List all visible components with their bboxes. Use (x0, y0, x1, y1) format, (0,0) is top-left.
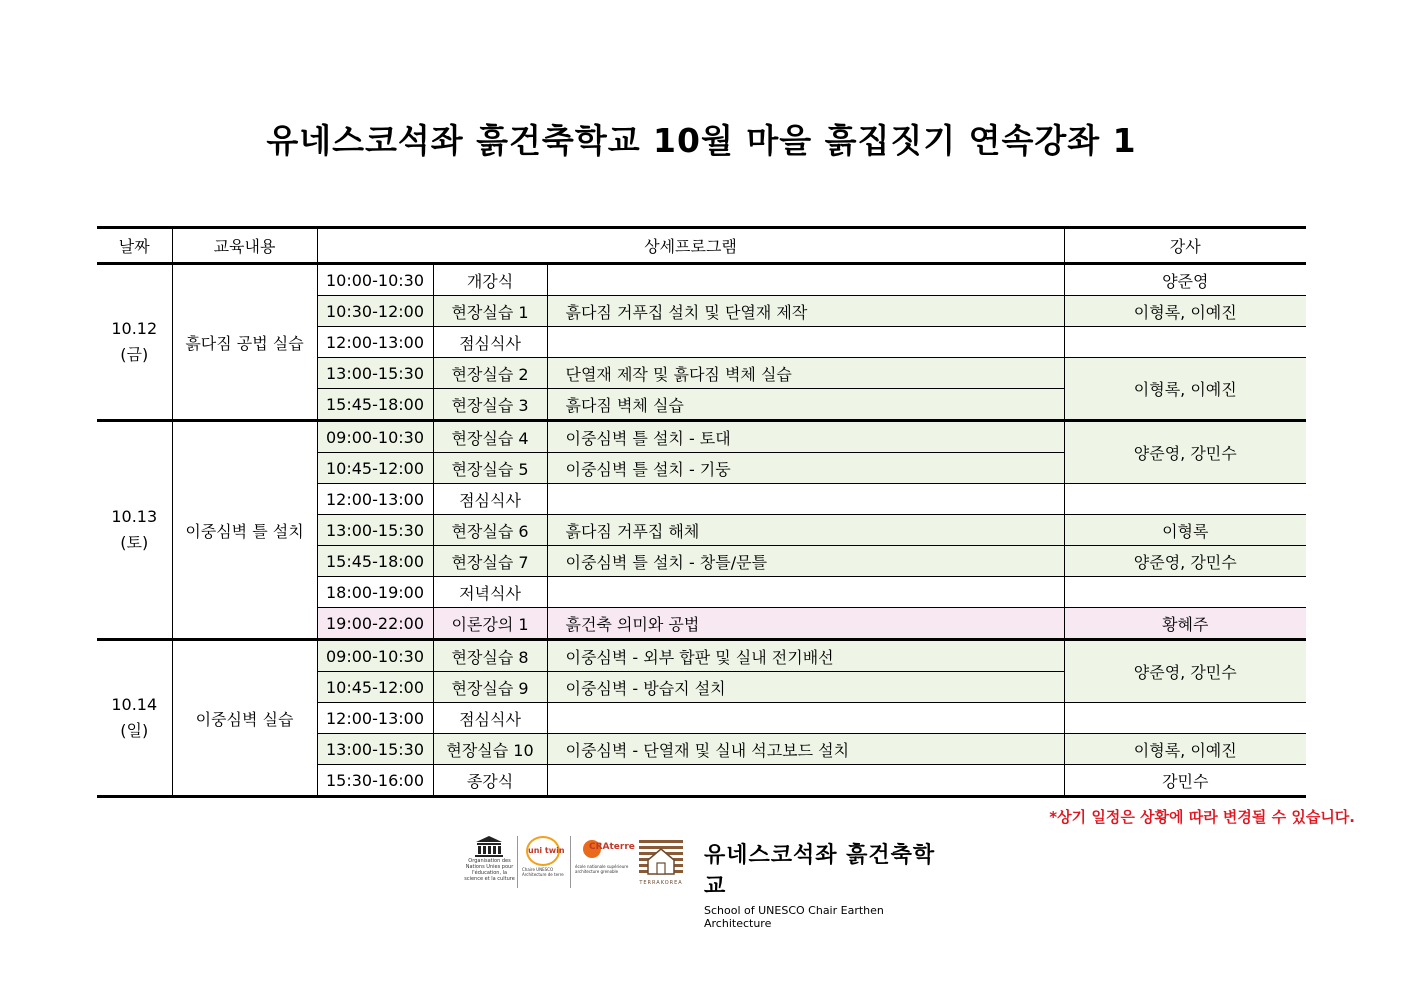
craterre-wordmark: CRAterre (589, 842, 635, 852)
time-cell: 09:00-10:30 (317, 421, 433, 453)
time-cell: 12:00-13:00 (317, 703, 433, 734)
time-cell: 19:00-22:00 (317, 608, 433, 640)
instructor-cell: 양준영, 강민수 (1064, 546, 1306, 577)
day-content: 흙다짐 공법 실습 (172, 264, 317, 421)
detail-cell: 단열재 제작 및 흙다짐 벽체 실습 (547, 358, 1064, 389)
header-date: 날짜 (97, 228, 172, 264)
session-cell: 현장실습 2 (433, 358, 547, 389)
instructor-cell: 이형록, 이예진 (1064, 734, 1306, 765)
instructor-cell: 양준영, 강민수 (1064, 640, 1306, 703)
table-row (97, 264, 1306, 296)
time-cell: 15:30-16:00 (317, 765, 433, 797)
detail-cell: 흙다짐 벽체 실습 (547, 389, 1064, 421)
session-cell: 현장실습 3 (433, 389, 547, 421)
instructor-cell (1064, 703, 1306, 734)
day-weekday: (금) (120, 345, 149, 364)
time-cell: 18:00-19:00 (317, 577, 433, 608)
detail-cell: 흙건축 의미와 공법 (547, 608, 1064, 640)
instructor-cell (1064, 327, 1306, 358)
school-name-english: School of UNESCO Chair Earthen Architecture (704, 904, 884, 930)
time-cell: 15:45-18:00 (317, 546, 433, 577)
unitwin-wordmark: uni twin (528, 846, 565, 855)
header-row (97, 228, 1306, 264)
detail-cell (547, 703, 1064, 734)
instructor-cell (1064, 484, 1306, 515)
session-cell: 이론강의 1 (433, 608, 547, 640)
terrakorea-logo (637, 838, 685, 888)
time-cell: 10:30-12:00 (317, 296, 433, 327)
schedule-table (97, 226, 1306, 798)
day-date-cell (97, 640, 172, 797)
session-cell: 점심식사 (433, 484, 547, 515)
craterre-caption: école nationale supérieure architecture grenoble (575, 864, 629, 874)
instructor-cell: 이형록 (1064, 515, 1306, 546)
time-cell: 12:00-13:00 (317, 484, 433, 515)
instructor-cell (1064, 577, 1306, 608)
schedule-change-note: *상기 일정은 상황에 따라 변경될 수 있습니다. (1049, 808, 1355, 826)
session-cell: 현장실습 6 (433, 515, 547, 546)
session-cell: 현장실습 1 (433, 296, 547, 327)
day-weekday: (일) (120, 721, 149, 740)
detail-cell (547, 765, 1064, 797)
session-cell: 현장실습 5 (433, 453, 547, 484)
detail-cell: 이중심벽 - 방습지 설치 (547, 672, 1064, 703)
terrakorea-house-icon (637, 838, 685, 878)
session-cell: 현장실습 8 (433, 640, 547, 672)
detail-cell (547, 264, 1064, 296)
detail-cell (547, 484, 1064, 515)
detail-cell: 이중심벽 - 외부 합판 및 실내 전기배선 (547, 640, 1064, 672)
session-cell: 저녁식사 (433, 577, 547, 608)
logo-strip (462, 834, 942, 930)
detail-cell: 흙다짐 거푸집 설치 및 단열재 제작 (547, 296, 1064, 327)
unitwin-logo (517, 836, 568, 888)
instructor-cell: 황혜주 (1064, 608, 1306, 640)
unitwin-caption: Chaire UNESCO Architecture de terre (522, 867, 564, 877)
detail-cell (547, 577, 1064, 608)
instructor-cell: 양준영 (1064, 264, 1306, 296)
session-cell: 현장실습 4 (433, 421, 547, 453)
time-cell: 13:00-15:30 (317, 358, 433, 389)
craterre-logo (570, 836, 635, 888)
session-cell: 종강식 (433, 765, 547, 797)
time-cell: 13:00-15:30 (317, 734, 433, 765)
instructor-cell: 이형록, 이예진 (1064, 358, 1306, 421)
session-cell: 개강식 (433, 264, 547, 296)
session-cell: 현장실습 10 (433, 734, 547, 765)
day-date: 10.14 (111, 695, 158, 714)
time-cell: 09:00-10:30 (317, 640, 433, 672)
detail-cell: 이중심벽 - 단열재 및 실내 석고보드 설치 (547, 734, 1064, 765)
day-date-cell (97, 421, 172, 640)
session-cell: 점심식사 (433, 327, 547, 358)
unesco-caption: Organisation des Nations Unies pour l'éducation, la science et la culture (464, 858, 515, 882)
header-program: 상세프로그램 (317, 228, 1064, 264)
school-brand (704, 838, 942, 930)
day-date: 10.13 (111, 507, 158, 526)
table-row (97, 421, 1306, 453)
detail-cell: 이중심벽 틀 설치 - 기둥 (547, 453, 1064, 484)
detail-cell (547, 327, 1064, 358)
terrakorea-caption: TERRAKOREA (639, 880, 683, 886)
unesco-temple-icon (462, 834, 517, 858)
table-row (97, 640, 1306, 672)
time-cell: 15:45-18:00 (317, 389, 433, 421)
time-cell: 10:45-12:00 (317, 672, 433, 703)
day-date-cell (97, 264, 172, 421)
instructor-cell: 강민수 (1064, 765, 1306, 797)
unesco-logo (462, 834, 517, 889)
detail-cell: 이중심벽 틀 설치 - 창틀/문틀 (547, 546, 1064, 577)
detail-cell: 흙다짐 거푸집 해체 (547, 515, 1064, 546)
school-name-korean: 유네스코석좌 흙건축학교 (704, 843, 936, 899)
time-cell: 13:00-15:30 (317, 515, 433, 546)
day-date: 10.12 (111, 319, 158, 338)
session-cell: 점심식사 (433, 703, 547, 734)
day-weekday: (토) (120, 533, 149, 552)
header-content: 교육내용 (172, 228, 317, 264)
header-instructor: 강사 (1064, 228, 1306, 264)
detail-cell: 이중심벽 틀 설치 - 토대 (547, 421, 1064, 453)
instructor-cell: 양준영, 강민수 (1064, 421, 1306, 484)
instructor-cell: 이형록, 이예진 (1064, 296, 1306, 327)
day-content: 이중심벽 실습 (172, 640, 317, 797)
page-title: 유네스코석좌 흙건축학교 10월 마을 흙집짓기 연속강좌 1 (266, 121, 1137, 160)
time-cell: 10:00-10:30 (317, 264, 433, 296)
session-cell: 현장실습 7 (433, 546, 547, 577)
session-cell: 현장실습 9 (433, 672, 547, 703)
time-cell: 12:00-13:00 (317, 327, 433, 358)
day-content: 이중심벽 틀 설치 (172, 421, 317, 640)
time-cell: 10:45-12:00 (317, 453, 433, 484)
